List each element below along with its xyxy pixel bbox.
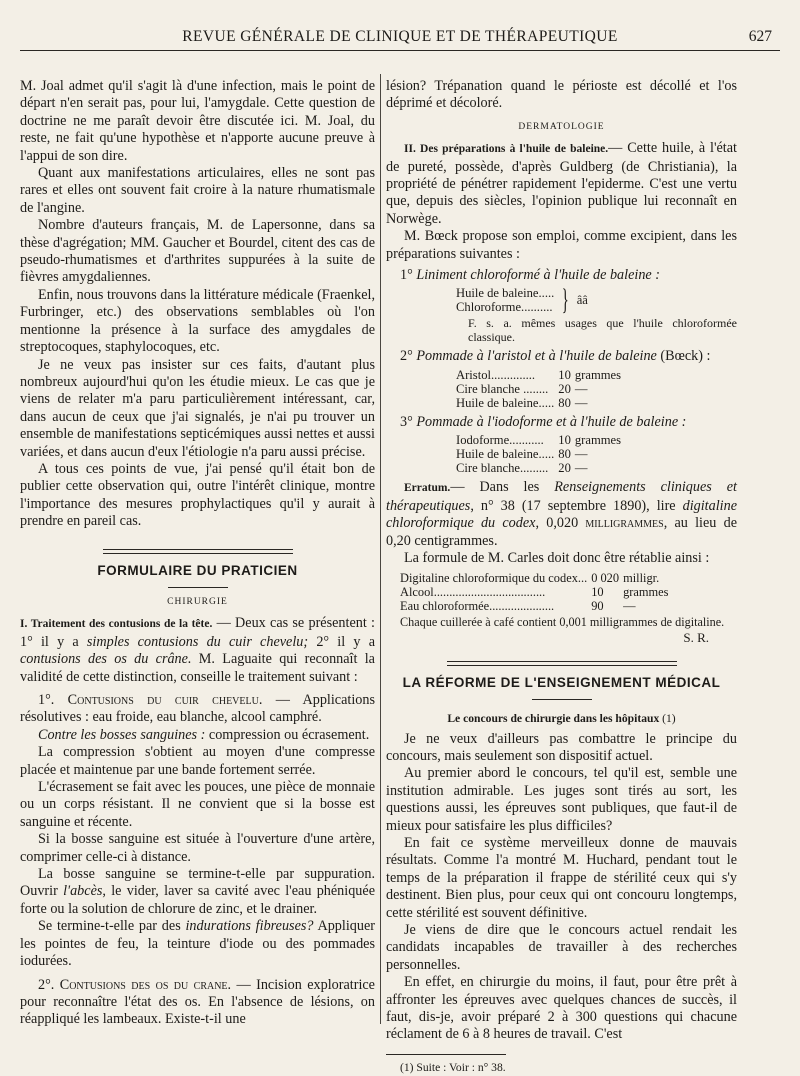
ingredient: Chloroforme.......... bbox=[456, 300, 553, 315]
subsection-number: 1°. bbox=[38, 692, 68, 708]
footnote: (1) Suite : Voir : n° 38. bbox=[400, 1060, 506, 1074]
section-title-reforme: LA RÉFORME DE L'ENSEIGNEMENT MÉDICAL bbox=[402, 674, 721, 690]
ingredient-name: Aristol.............. bbox=[456, 367, 536, 382]
footnote-ref: (1) bbox=[659, 712, 676, 726]
formula-note: Chaque cuillerée à café contient 0,001 milligrammes de digitaline. bbox=[400, 615, 725, 630]
recipe-title bbox=[386, 348, 737, 365]
paragraph: La compression s'obtient au moyen d'une compresse placée et maintenue par une bande fortement serrée. bbox=[20, 744, 375, 778]
ingredient-unit: milligr. bbox=[623, 571, 660, 586]
emphasis: simples contusions du cuir chevelu; bbox=[86, 633, 309, 650]
ingredient-name: Cire blanche ........ bbox=[456, 381, 549, 396]
rubric-dermatologie: DERMATOLOGIE bbox=[518, 121, 605, 132]
ingredient-qty: 80 bbox=[558, 395, 571, 410]
recipe-aristol bbox=[456, 368, 625, 410]
text-run: Appliquer les pointes de feu, la teinture d'iode ou des pommades iodurées. bbox=[20, 918, 375, 970]
ingredient-qty: 0 020 bbox=[591, 571, 620, 586]
paragraph: Enfin, nous trouvons dans la littérature médicale (Fraenkel, Furbringer, etc.) des observations semblables où l'on mentionne la présence à la surface des amygdales de streptocoques, staphylocoques, etc. bbox=[20, 286, 375, 356]
ingredient-name: Alcool.................................... bbox=[400, 585, 546, 600]
text-run: — Applications résolutives : eau froide, eau blanche, alcool camphré. bbox=[20, 692, 375, 726]
short-rule bbox=[168, 587, 228, 588]
text-run: milligrammes bbox=[585, 515, 664, 532]
emphasis: Pommade à l'aristol et à l'huile de baleine bbox=[416, 348, 657, 365]
text-run: , le vider, laver sa cavité avec l'eau phéniquée forte ou la solution de chlorure de zinc, et le drainer. bbox=[20, 883, 375, 917]
column-divider bbox=[380, 74, 381, 1024]
paragraph: Au premier abord le concours, tel qu'il est, semble une institution admirable. Les juges sont tirés au sort, les questions aussi, les épreuves sont publiques, que faut-il de mieux pour satisfaire les plus difficiles? bbox=[386, 765, 737, 834]
emphasis: indurations fibreuses? bbox=[185, 918, 314, 935]
ingredient-row bbox=[456, 382, 625, 396]
paragraph bbox=[20, 918, 375, 970]
ingredient-row bbox=[400, 571, 673, 585]
ingredient-unit: — bbox=[574, 381, 588, 396]
short-rule bbox=[532, 699, 592, 700]
section-huile-baleine bbox=[386, 140, 737, 228]
emphasis: Contre les bosses sanguines : bbox=[38, 726, 206, 743]
ingredient-qty: 10 bbox=[558, 433, 571, 448]
right-column bbox=[386, 78, 737, 1076]
ingredient-unit: — bbox=[623, 599, 636, 614]
ingredient-name: Huile de baleine..... bbox=[456, 395, 555, 410]
signature: S. R. bbox=[683, 630, 709, 646]
recipe-number: 3° bbox=[400, 413, 417, 430]
ingredient-qty: 10 bbox=[591, 585, 604, 600]
ingredient-name: Eau chloroformée..................... bbox=[400, 599, 555, 614]
ingredient-name: Iodoforme........... bbox=[456, 433, 544, 448]
subsection-number: 2°. bbox=[38, 976, 60, 993]
ingredient-name: Cire blanche......... bbox=[456, 461, 549, 476]
ingredient-name: Huile de baleine..... bbox=[456, 447, 555, 462]
ingredient: Huile de baleine..... bbox=[456, 286, 555, 301]
ingredient-row bbox=[456, 396, 625, 410]
subsection-os-du-crane bbox=[20, 977, 375, 1029]
brace: } bbox=[561, 283, 570, 317]
section-contusions bbox=[20, 615, 375, 686]
ingredient-unit: — bbox=[574, 447, 588, 462]
ingredient-name: Digitaline chloroformique du codex... bbox=[400, 571, 588, 586]
emphasis: contusions des os du crâne. bbox=[20, 651, 192, 668]
recipe-note: F. s. a. mêmes usages que l'huile chloroformée classique. bbox=[468, 316, 737, 345]
emphasis: Liniment chloroformé à l'huile de baleine : bbox=[416, 267, 660, 284]
recipe-number: 1° bbox=[400, 267, 417, 284]
subsection-title: Contusions du cuir chevelu. bbox=[67, 692, 263, 708]
text-run: M. Laguaite qui reconnaît la validité de cette distinction, conseille le traitement suivant : bbox=[20, 651, 375, 685]
rubric-chirurgie: CHIRURGIE bbox=[167, 596, 228, 607]
erratum bbox=[386, 479, 737, 550]
running-title: REVUE GÉNÉRALE DE CLINIQUE ET DE THÉRAPEUTIQUE bbox=[182, 28, 618, 45]
text-run: La bosse sanguine se termine-t-elle par suppuration. Ouvrir bbox=[20, 866, 375, 900]
erratum-label: Erratum. bbox=[404, 482, 451, 495]
text-run: , 0,020 bbox=[535, 515, 586, 532]
article-title: Le concours de chirurgie dans les hôpitaux bbox=[447, 712, 660, 726]
recipe-liniment bbox=[456, 283, 737, 317]
paragraph: L'écrasement se fait avec les pouces, une pièce de monnaie ou un corps résistant. Il ne convient que si la bosse est sanguine et récente. bbox=[20, 779, 375, 830]
subsection-cuir-chevelu bbox=[20, 692, 375, 727]
text-run: — Dans les bbox=[450, 479, 555, 496]
ingredient-unit: grammes bbox=[574, 433, 622, 448]
paragraph: Nombre d'auteurs français, M. de Lapersonne, dans sa thèse d'agrégation; MM. Gaucher et Bourdel, citent des cas de pseudo-rhumatismes et d'arthrites suppurées à la suite de fièvres amygdaliennes. bbox=[20, 217, 375, 286]
ingredient-qty: 90 bbox=[591, 599, 604, 614]
text-run: — Incision exploratrice pour reconnaître l'état des os. En l'absence de lésions, on réappliqué les lambeaux. Existe-t-il une bbox=[20, 976, 375, 1028]
ingredient-qty: 20 bbox=[558, 461, 571, 476]
ingredient-unit: grammes bbox=[574, 367, 622, 382]
recipe-title bbox=[386, 267, 737, 284]
paragraph: Je viens de dire que le concours actuel rendait les candidats incapables de travailler à des recherches personnelles. bbox=[386, 922, 737, 973]
paragraph: En fait ce système merveilleux donne de mauvais résultats. Comme l'a montré M. Huchard, pendant tout le temps de la préparation il frappe de stérilité ceux qui s'y destinent. Bien plus, pour ceux qui ont concouru longtemps, cette stérilité est souvent définitive. bbox=[386, 834, 737, 921]
ingredient-unit: — bbox=[574, 395, 588, 410]
recipe-number: 2° bbox=[400, 348, 417, 365]
paragraph bbox=[20, 866, 375, 918]
page-number: 627 bbox=[748, 28, 772, 45]
paragraph: Si la bosse sanguine est située à l'ouverture d'une artère, comprimer celle-ci à distance. bbox=[20, 831, 375, 865]
footnote-rule bbox=[386, 1054, 506, 1055]
text-run: 2° il y a bbox=[308, 633, 376, 650]
paragraph bbox=[20, 727, 375, 744]
recipe-title bbox=[386, 414, 737, 431]
ingredient-unit: grammes bbox=[623, 585, 669, 600]
ingredient-row bbox=[456, 461, 625, 475]
page-header bbox=[20, 28, 780, 51]
ingredient-row bbox=[456, 433, 625, 447]
section-title-formulaire: FORMULAIRE DU PRATICIEN bbox=[97, 562, 298, 578]
paragraph: M. Bœck propose son emploi, comme excipient, dans les préparations suivantes : bbox=[386, 228, 737, 262]
ingredient-row bbox=[400, 585, 673, 599]
paragraph: Je ne veux pas insister sur ces faits, d'autant plus nombreux aujourd'hui qu'on les étudie mieux. Le cas que je viens de relater m'a paru particulièrement intéressant, car, dans aucun de ceux que j'ai signalés, je n'ai pu trouver un ensemble de manifestations septicémiques aussi nettes et aussi variées, et dans aucun d'eux l'étiologie n'a paru aussi précise. bbox=[20, 356, 375, 460]
text-run: — Deux cas se présentent : 1° il y a bbox=[20, 615, 375, 650]
ingredient-row bbox=[456, 368, 625, 382]
text-run: compression ou écrasement. bbox=[205, 726, 370, 743]
equal-parts: ââ bbox=[576, 293, 588, 308]
emphasis: Pommade à l'iodoforme et à l'huile de baleine : bbox=[416, 413, 687, 430]
paragraph: A tous ces points de vue, j'ai pensé qu'il était bon de publier cette observation qui, outre l'intérêt clinique, montre l'importance des mesures prophylactiques qu'il y aurait à prendre en pareil cas. bbox=[20, 460, 375, 530]
emphasis: digitaline chloroformique du codex bbox=[386, 497, 737, 532]
article-heading bbox=[386, 710, 737, 727]
ingredient-row bbox=[456, 447, 625, 461]
emphasis: l'abcès bbox=[63, 883, 103, 900]
paragraph: En effet, en chirurgie du moins, il faut, pour être prêt à affronter les épreuves avec quelques chances de succès, il faut, dis-je, avoir préparé 2 à 300 questions qui chacune réclament de 6 à 8 heures de travail. C'est bbox=[386, 974, 737, 1043]
paragraph: lésion? Trépanation quand le périoste est décollé et l'os déprimé et décoloré. bbox=[386, 78, 737, 112]
subsection-title: Contusions des os du crane. bbox=[59, 976, 232, 993]
ingredient-qty: 10 bbox=[558, 367, 571, 382]
ingredient-qty: 20 bbox=[558, 381, 571, 396]
section-heading: II. Des préparations à l'huile de baleine. bbox=[404, 143, 609, 156]
recipe-iodoforme bbox=[456, 433, 625, 475]
text-run: , au lieu de 0,20 centigrammes. bbox=[386, 515, 738, 549]
text-run: , n° 38 (17 septembre 1890), lire bbox=[470, 497, 683, 514]
ingredient-row bbox=[400, 599, 673, 613]
text-run: (Bœck) : bbox=[656, 348, 711, 365]
ingredient-qty: 80 bbox=[558, 447, 571, 462]
paragraph: M. Joal admet qu'il s'agit là d'une infection, mais le point de départ n'en serait pas, pour lui, l'amygdale. Cette question de doctrine ne me paraît devoir être discutée ici. M. Joal, du reste, ne fait qu'une hypothèse et n'apporte aucune preuve à l'appui de son dire. bbox=[20, 78, 375, 164]
emphasis: Renseignements cliniques et thérapeutiques bbox=[386, 479, 737, 514]
ingredient-unit: — bbox=[574, 461, 588, 476]
paragraph: Je ne veux d'ailleurs pas combattre le principe du concours, mais seulement son dispositif actuel. bbox=[386, 730, 737, 764]
paragraph: Quant aux manifestations articulaires, elles ne sont pas rares et elles ont souvent fait croire à la nature rhumatismale de l'angine. bbox=[20, 165, 375, 216]
formula-digitaline bbox=[400, 571, 673, 613]
section-heading: I. Traitement des contusions de la tête. bbox=[20, 618, 213, 631]
paragraph: La formule de M. Carles doit donc être rétablie ainsi : bbox=[404, 549, 710, 566]
text-run: Se termine-t-elle par des bbox=[38, 918, 186, 935]
left-column bbox=[20, 78, 375, 1029]
text-run: — Cette huile, à l'état de pureté, possède, d'après Guldberg (de Christiania), la propriété de pénétrer rapidement l'epiderme. C'est une vertu que, depuis des siècles, l'opinion publique lui reconnaît en Norwège. bbox=[386, 140, 737, 227]
